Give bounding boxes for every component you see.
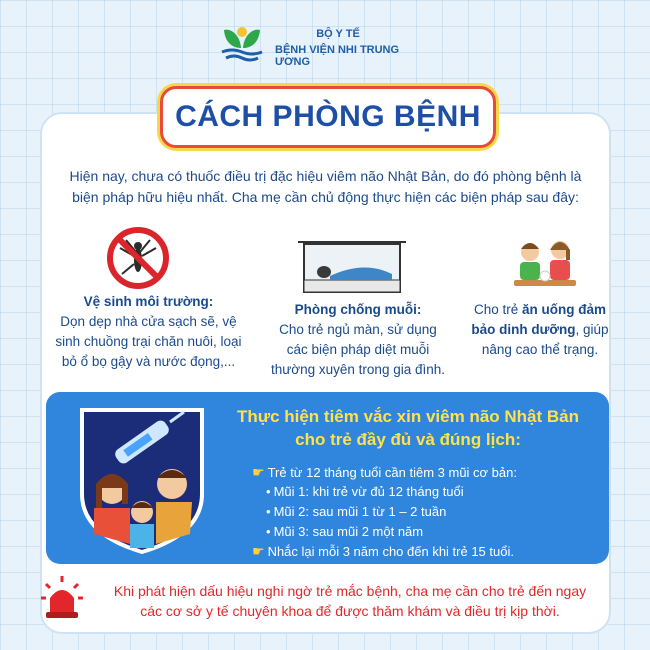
nutrition-text: , giúp (575, 322, 609, 337)
measure-nutrition-line (465, 300, 615, 320)
measure-environment-line: Dọn dẹp nhà cửa sạch sẽ, vệ (60, 314, 237, 329)
measure-mosquito-heading: Phòng chống muỗi: (294, 302, 422, 317)
ministry-label: BỘ Y TẾ (316, 28, 360, 40)
vaccine-dose-2: • Mũi 2: sau mũi 1 từ 1 – 2 tuần (266, 504, 447, 519)
organization-name (275, 28, 435, 68)
vaccine-dose-text: Mũi 2: sau mũi 1 từ 1 – 2 tuần (273, 504, 447, 519)
measure-nutrition-line: nâng cao thể trạng. (481, 342, 599, 357)
family-eating-icon (512, 234, 578, 294)
warning-text (90, 581, 610, 621)
measure-environment-line: bỏ ổ bọ gậy và nước đọng,... (61, 354, 236, 369)
vaccine-dose-1: • Mũi 1: khi trẻ vừ đủ 12 tháng tuổi (266, 484, 464, 499)
vaccine-item-basic (252, 464, 517, 481)
hospital-logo-icon (220, 22, 264, 62)
measure-nutrition-line (465, 320, 615, 340)
measure-mosquito-line: thường xuyên trong gia đình. (270, 362, 445, 377)
measure-environment (46, 292, 251, 372)
pointing-hand-icon: ☛ (252, 464, 265, 480)
vaccine-item-booster (252, 543, 514, 560)
measure-mosquito-line: Cho trẻ ngủ màn, sử dụng (279, 322, 437, 337)
intro-line-1: Hiện nay, chưa có thuốc điều trị đặc hiệu viêm não Nhật Bản, do đó phòng bệnh là (69, 168, 582, 184)
title-banner (160, 86, 496, 148)
intro-line-2: biện pháp hữu hiệu nhất. Cha mẹ cần chủ động thực hiện các biện pháp sau đây: (72, 189, 579, 205)
nutrition-emphasis: bảo dinh dưỡng (471, 322, 576, 337)
measure-nutrition (465, 300, 615, 360)
nutrition-emphasis: ăn uống đảm (522, 302, 607, 317)
vaccine-title-line: cho trẻ đầy đủ và đúng lịch: (295, 430, 521, 449)
vaccine-title (218, 405, 598, 451)
measure-environment-line: sinh chuồng trại chăn nuôi, loại (55, 334, 242, 349)
mosquito-net-icon (294, 236, 410, 296)
warning-line: các cơ sở y tế chuyên khoa để được thăm khám và điều trị kịp thời. (140, 603, 560, 619)
warning-line: Khi phát hiện dấu hiệu nghi ngờ trẻ mắc bệnh, cha mẹ cần cho trẻ đến ngay (113, 583, 587, 599)
vaccine-dose-text: Mũi 3: sau mũi 2 một năm (273, 524, 424, 539)
vaccine-item-text: Trẻ từ 12 tháng tuổi cần tiêm 3 mũi cơ bản: (267, 465, 517, 480)
hospital-label: BỆNH VIỆN NHI TRUNG ƯƠNG (275, 44, 400, 68)
vaccine-dose-text: Mũi 1: khi trẻ vừ đủ 12 tháng tuổi (273, 484, 464, 499)
siren-icon (40, 574, 84, 620)
vaccine-item-text: Nhắc lại mỗi 3 năm cho đến khi trẻ 15 tuổi. (267, 544, 514, 559)
measure-mosquito-line: các biện pháp diệt muỗi (286, 342, 430, 357)
measure-mosquito (258, 300, 458, 380)
nutrition-text: Cho trẻ (473, 302, 523, 317)
intro-text (58, 166, 593, 208)
vaccine-family-icon (72, 404, 212, 554)
vaccine-dose-3: • Mũi 3: sau mũi 2 một năm (266, 524, 424, 539)
vaccine-title-line: Thực hiện tiêm vắc xin viêm não Nhật Bản (236, 407, 579, 426)
measure-environment-heading: Vệ sinh môi trường: (83, 294, 214, 309)
pointing-hand-icon: ☛ (252, 543, 265, 559)
page-title: CÁCH PHÒNG BỆNH (175, 100, 481, 133)
no-mosquito-icon (106, 226, 170, 290)
